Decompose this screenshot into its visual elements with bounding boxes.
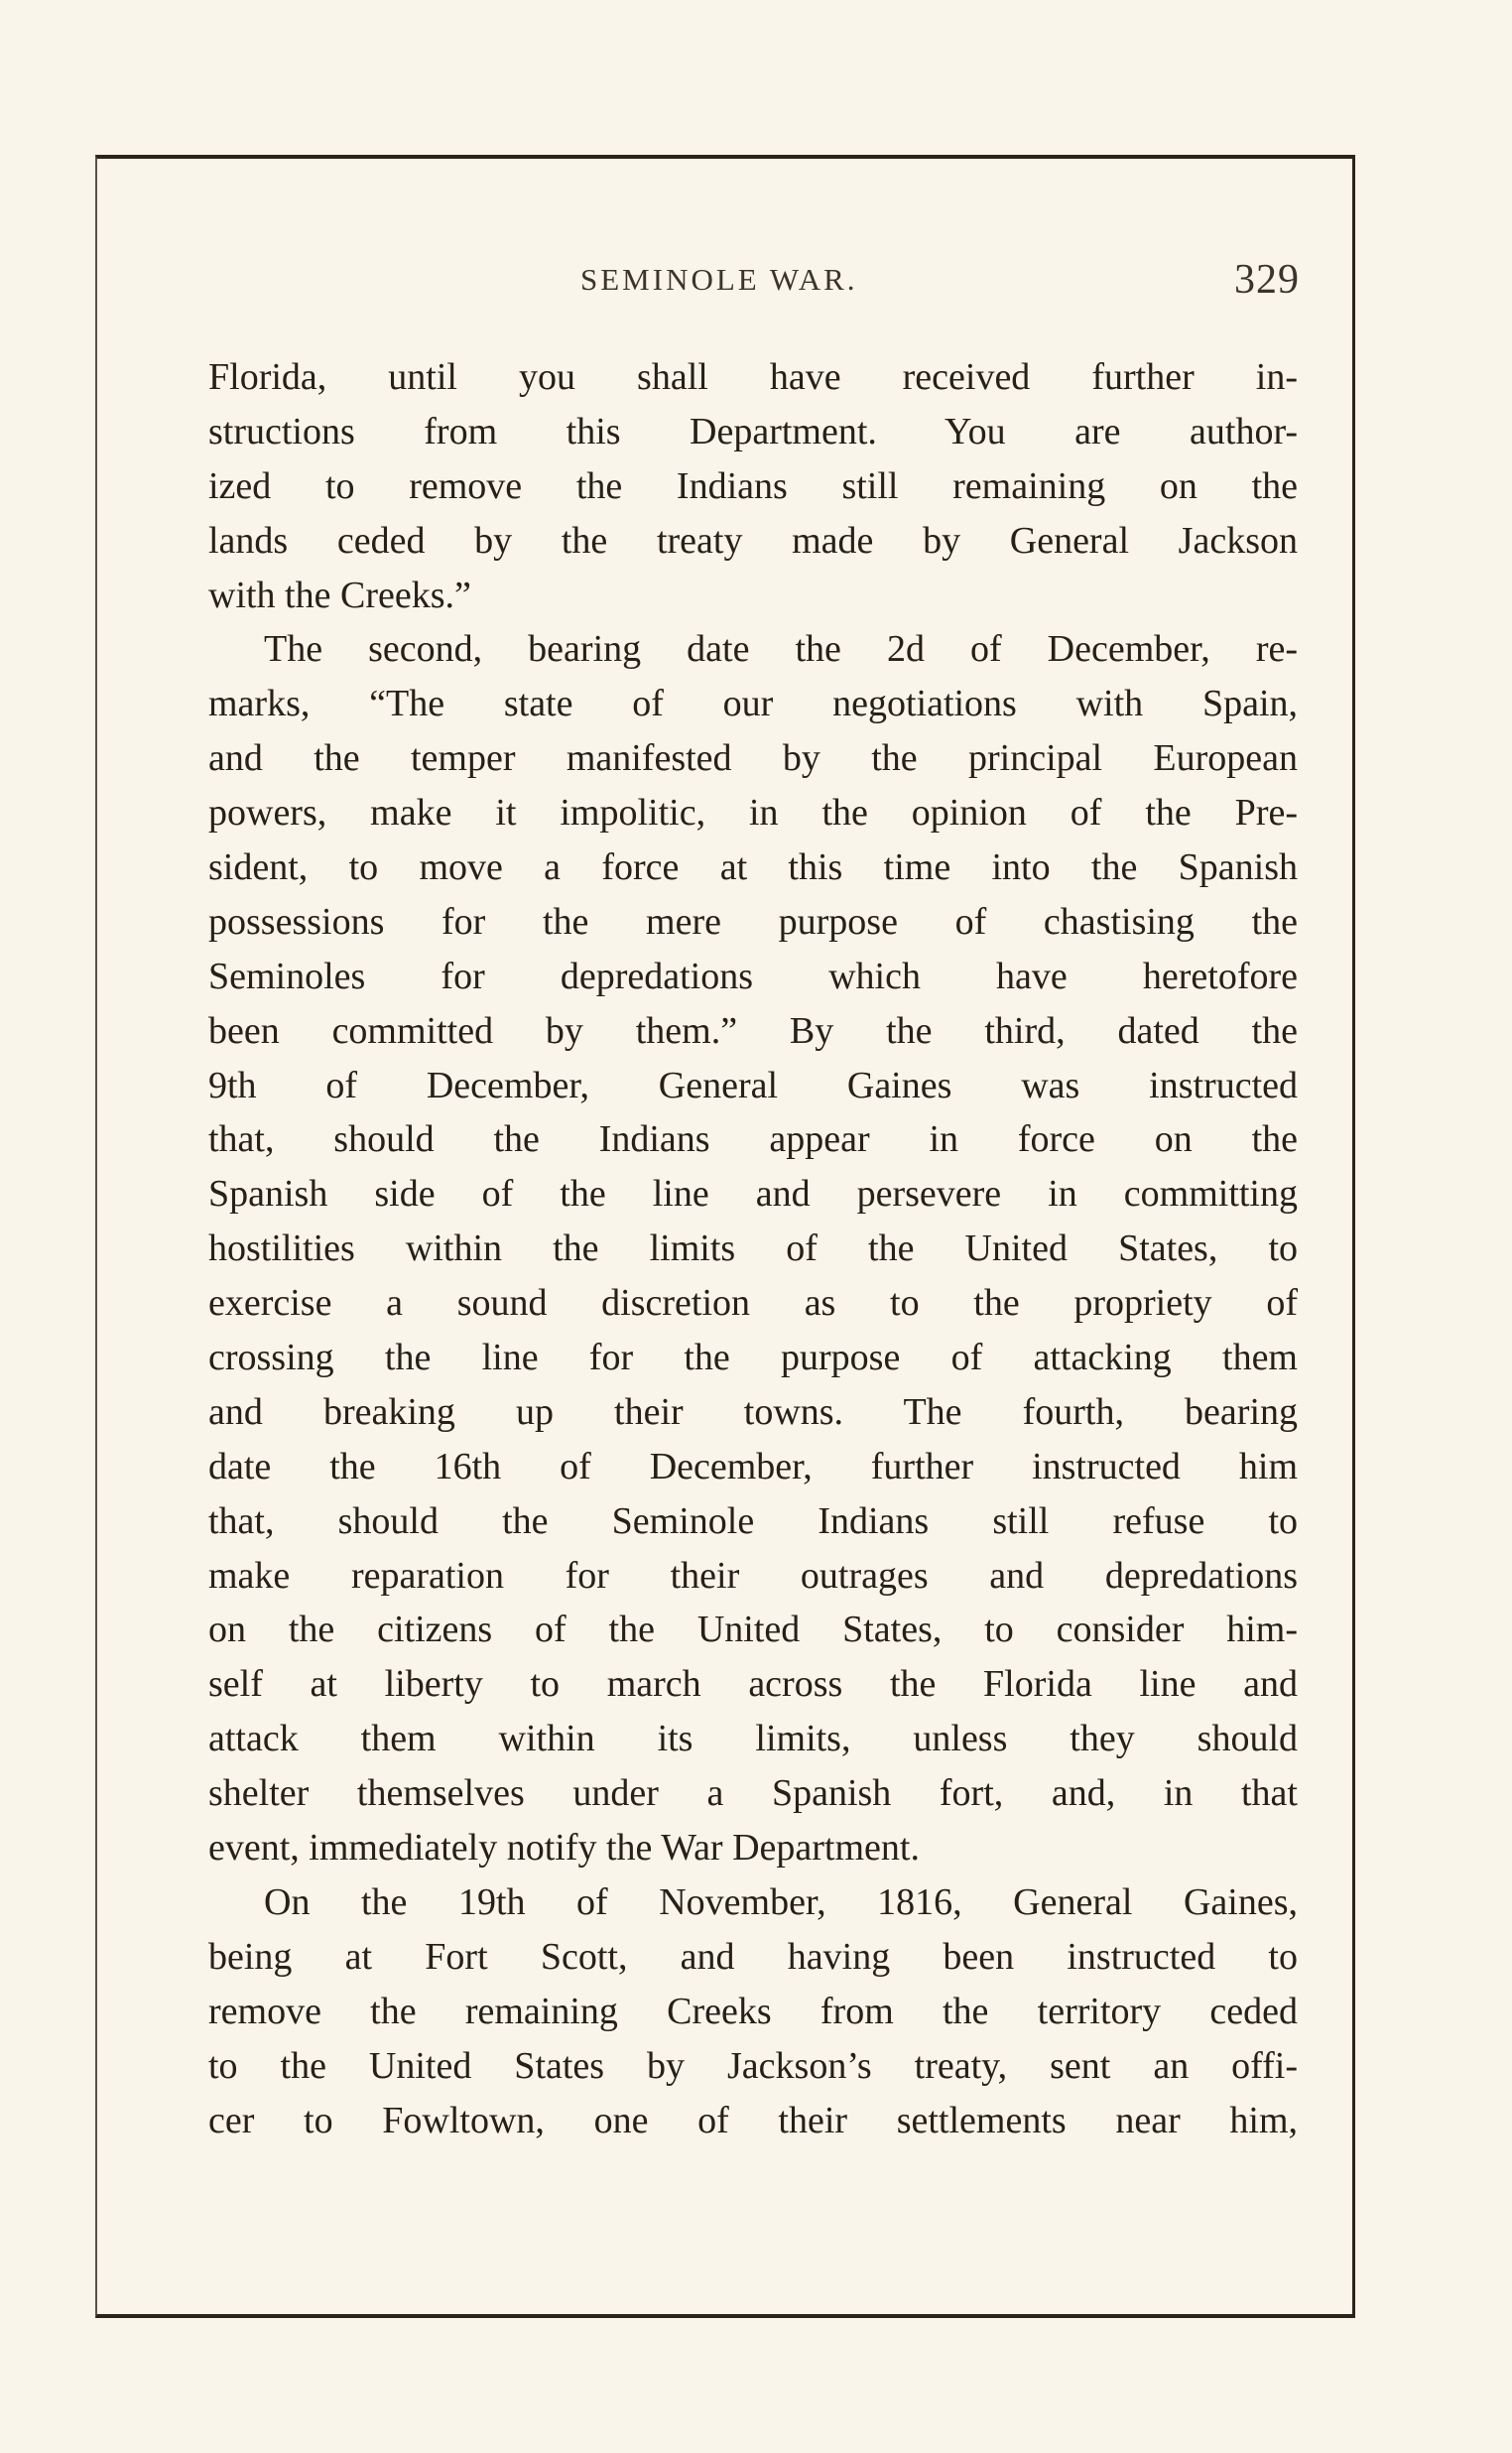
text-line: Spanish side of the line and persevere in committing [208,1173,1298,1216]
text-line: to the United States by Jackson’s treaty, sent an offi- [208,2044,1298,2087]
text-line: remove the remaining Creeks from the territory ceded [208,1990,1298,2032]
text-line: that, should the Seminole Indians still refuse to [208,1499,1298,1542]
text-line: ized to remove the Indians still remaining on the [208,464,1298,507]
text-line: shelter themselves under a Spanish fort, and, in that [208,1772,1298,1815]
text-line: that, should the Indians appear in force on the [208,1118,1298,1161]
text-line: and breaking up their towns. The fourth, bearing [208,1390,1298,1433]
text-line: Seminoles for depredations which have heretofore [208,955,1298,997]
text-line: cer to Fowltown, one of their settlements near him, [208,2099,1298,2141]
body-text [208,350,1298,2147]
text-line: with the Creeks.” [208,574,471,616]
running-title: SEMINOLE WAR. [580,262,858,297]
text-line: sident, to move a force at this time into the Spanish [208,846,1298,889]
text-line: The second, bearing date the 2d of December, re- [264,628,1298,671]
text-line: attack them within its limits, unless they should [208,1718,1298,1760]
text-line: lands ceded by the treaty made by General Jackson [208,519,1298,562]
text-line: exercise a sound discretion as to the propriety of [208,1282,1298,1325]
page-number: 329 [1234,257,1300,303]
text-line: self at liberty to march across the Florida line and [208,1663,1298,1706]
text-line: being at Fort Scott, and having been instructed to [208,1935,1298,1978]
text-line: event, immediately notify the War Department. [208,1827,920,1870]
text-line: On the 19th of November, 1816, General Gaines, [264,1880,1298,1923]
text-line: date the 16th of December, further instructed him [208,1445,1298,1487]
text-line: possessions for the mere purpose of chastising the [208,900,1298,943]
text-line: structions from this Department. You are author- [208,410,1298,452]
text-line: and the temper manifested by the principal European [208,737,1298,780]
text-line: marks, “The state of our negotiations with Spain, [208,683,1298,725]
text-line: hostilities within the limits of the United States, to [208,1227,1298,1270]
text-line: Florida, until you shall have received further in- [208,356,1298,398]
text-line: 9th of December, General Gaines was instructed [208,1064,1298,1106]
running-head [208,256,1300,316]
text-line: crossing the line for the purpose of attacking them [208,1337,1298,1379]
text-line: make reparation for their outrages and depredations [208,1554,1298,1597]
text-line: been committed by them.” By the third, dated the [208,1009,1298,1052]
text-line: powers, make it impolitic, in the opinion of the Pre- [208,792,1298,835]
text-line: on the citizens of the United States, to consider him- [208,1609,1298,1651]
